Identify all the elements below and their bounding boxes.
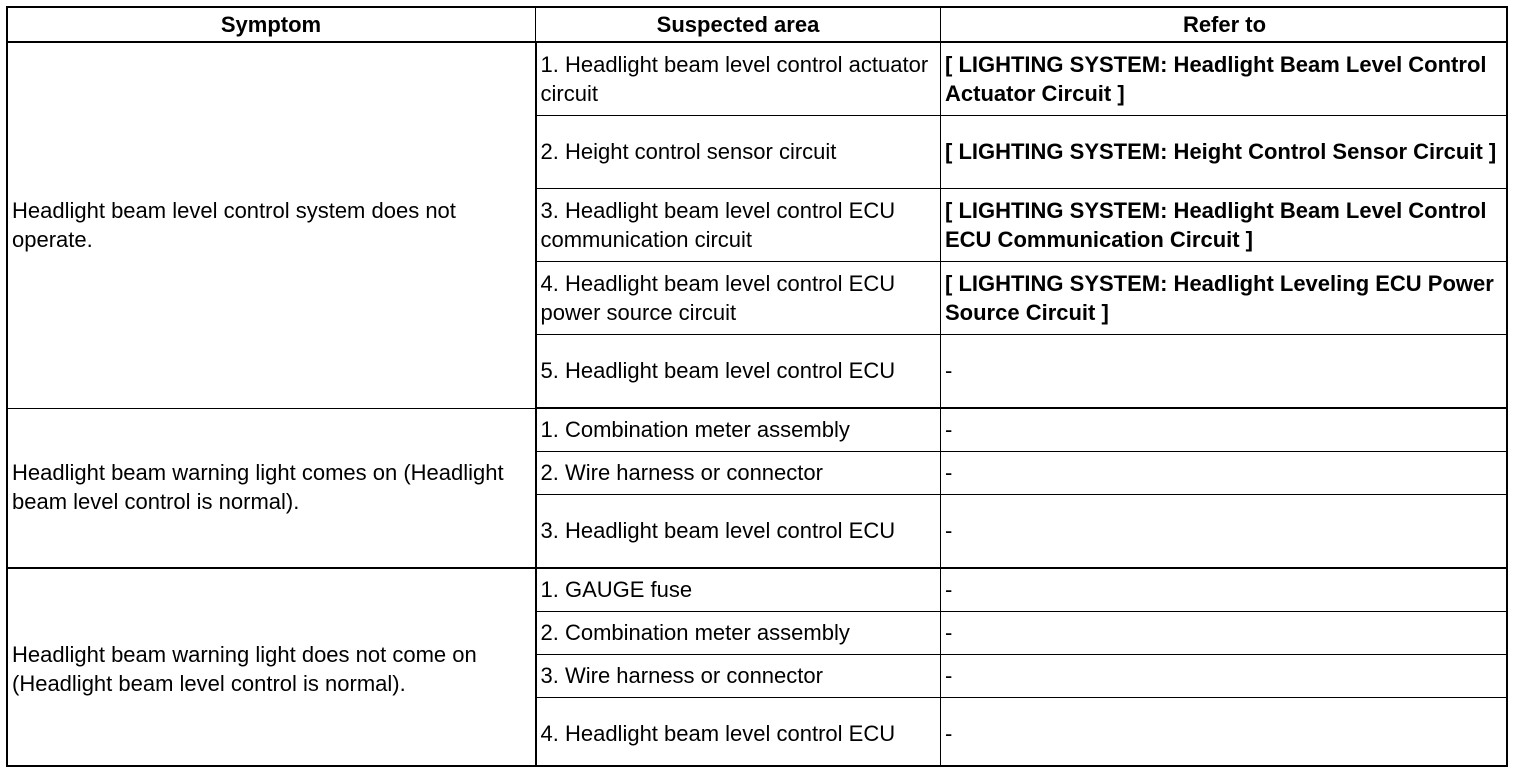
troubleshooting-table [6,6,1508,767]
suspected-area-cell: 2. Wire harness or connector [536,452,941,495]
suspected-area-cell: 4. Headlight beam level control ECU power source circuit [536,262,941,335]
symptom-cell: Headlight beam level control system does not operate. [7,42,536,408]
header-symptom: Symptom [7,7,536,43]
suspected-area-cell: 1. Combination meter assembly [536,408,941,452]
header-refer-to: Refer to [941,7,1509,43]
refer-to-cell: - [941,698,1509,768]
suspected-area-cell: 3. Headlight beam level control ECU communication circuit [536,189,941,262]
symptom-cell: Headlight beam warning light comes on (Headlight beam level control is normal). [7,408,536,568]
refer-to-cell: - [941,408,1509,452]
symptom-cell: Headlight beam warning light does not come on (Headlight beam level control is normal). [7,568,536,767]
suspected-area-cell: 4. Headlight beam level control ECU [536,698,941,768]
suspected-area-cell: 3. Headlight beam level control ECU [536,495,941,569]
table-row [7,568,1509,612]
refer-to-cell: - [941,335,1509,409]
refer-to-cell: [ LIGHTING SYSTEM: Headlight Beam Level Control ECU Communication Circuit ] [941,189,1509,262]
suspected-area-cell: 3. Wire harness or connector [536,655,941,698]
refer-to-cell: - [941,612,1509,655]
suspected-area-cell: 2. Height control sensor circuit [536,116,941,189]
suspected-area-cell: 1. GAUGE fuse [536,568,941,612]
refer-to-cell: - [941,655,1509,698]
troubleshooting-table-frame [6,6,1508,767]
refer-to-cell: - [941,495,1509,569]
table-row [7,408,1509,452]
refer-to-cell: [ LIGHTING SYSTEM: Height Control Sensor Circuit ] [941,116,1509,189]
suspected-area-cell: 5. Headlight beam level control ECU [536,335,941,409]
header-row [7,7,1509,43]
suspected-area-cell: 2. Combination meter assembly [536,612,941,655]
refer-to-cell: [ LIGHTING SYSTEM: Headlight Beam Level Control Actuator Circuit ] [941,42,1509,116]
refer-to-cell: [ LIGHTING SYSTEM: Headlight Leveling ECU Power Source Circuit ] [941,262,1509,335]
refer-to-cell: - [941,568,1509,612]
suspected-area-cell: 1. Headlight beam level control actuator circuit [536,42,941,116]
table-row [7,42,1509,116]
header-suspected-area: Suspected area [536,7,941,43]
refer-to-cell: - [941,452,1509,495]
